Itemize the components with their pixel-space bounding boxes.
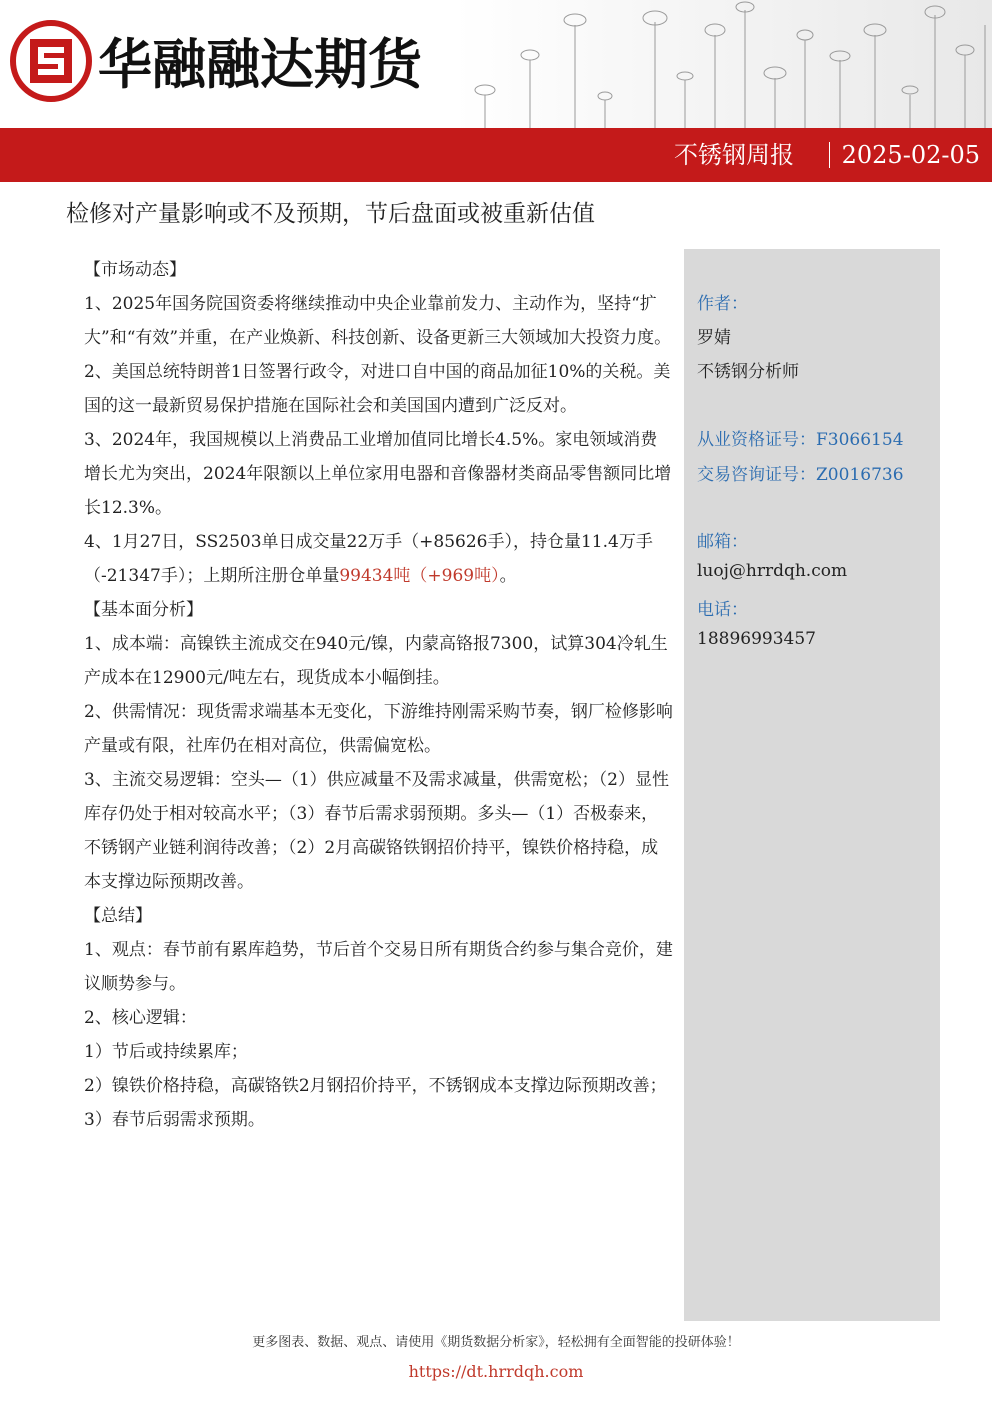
report-type: 不锈钢周报 [674,141,794,169]
email-address[interactable]: luoj@hrrdqh.com [697,561,848,581]
phone-number: 18896993457 [697,629,816,649]
report-headline: 检修对产量影响或不及预期，节后盘面或被重新估值 [66,201,595,227]
company-logo [10,20,450,110]
section-title-market: 【市场动态】 [84,260,186,280]
summary-item: 1）节后或持续累库； [84,1042,248,1062]
market-item: 1、2025年国务院国资委将继续推动中央企业靠前发力、主动作为，坚持“扩大”和“有效”并重，在产业焕新、科技创新、设备更新三大领域加大投资力度。 [84,294,672,348]
warehouse-receipt-highlight: 99434吨（+969吨） [339,566,500,586]
qualification-number: 从业资格证号：F3066154 [697,430,904,450]
fundamental-item: 2、供需情况：现货需求端基本无变化，下游维持刚需采购节奏，钢厂检修影响产量或有限，社库仍在相对高位，供需偏宽松。 [84,702,673,756]
footer-note: 更多图表、数据、观点、请使用《期货数据分析家》，轻松拥有全面智能的投研体验！ [252,1335,740,1350]
consulting-number: 交易咨询证号：Z0016736 [697,465,904,485]
summary-item: 3）春节后弱需求预期。 [84,1110,265,1130]
phone-label: 电话： [697,600,748,620]
summary-item: 2、核心逻辑： [84,1008,197,1028]
author-label: 作者： [697,294,748,314]
fundamental-item: 3、主流交易逻辑：空头—（1）供应减量不及需求减量，供需宽松；（2）显性库存仍处于相对较高水平；（3）春节后需求弱预期。多头—（1）否极泰来，不锈钢产业链利润待改善；（2）2月高碳铬铁钢招价持平，镍铁价格持稳，成本支撑边际预期改善。 [84,770,669,892]
author-sidebar [684,249,940,1321]
company-name: 华融融达期货 [98,33,422,96]
section-title-summary: 【总结】 [84,906,152,926]
author-title: 不锈钢分析师 [697,362,799,382]
main-content [84,253,674,1137]
header-decoration [455,0,992,128]
market-item-text: 4、1月27日，SS2503单日成交量22万手（+85626手），持仓量11.4万手（-21347手）；上期所注册仓单量 [84,532,653,586]
summary-item: 1、观点：春节前有累库趋势，节后首个交易日所有期货合约参与集合竞价，建议顺势参与。 [84,940,673,994]
section-title-fundamental: 【基本面分析】 [84,600,203,620]
market-item: 2、美国总统特朗普1日签署行政令，对进口自中国的商品加征10%的关税。美国的这一最新贸易保护措施在国际社会和美国国内遭到广泛反对。 [84,362,671,416]
footer-link[interactable]: https://dt.hrrdqh.com [408,1362,584,1381]
banner-divider [829,142,830,168]
logo-s-icon [10,20,92,102]
report-date: 2025-02-05 [841,141,980,169]
email-label: 邮箱： [697,532,748,552]
market-item-end: 。 [499,566,517,586]
summary-item: 2）镍铁价格持稳，高碳铬铁2月钢招价持平，不锈钢成本支撑边际预期改善； [84,1076,667,1096]
author-name: 罗婧 [697,328,731,348]
report-banner [0,128,992,182]
fundamental-item: 1、成本端：高镍铁主流成交在940元/镍，内蒙高铬报7300，试算304冷轧生产成本在12900元/吨左右，现货成本小幅倒挂。 [84,634,668,688]
market-item: 3、2024年，我国规模以上消费品工业增加值同比增长4.5%。家电领域消费增长尤为突出，2024年限额以上单位家用电器和音像器材类商品零售额同比增长12.3%。 [84,430,672,518]
market-item [84,525,674,593]
